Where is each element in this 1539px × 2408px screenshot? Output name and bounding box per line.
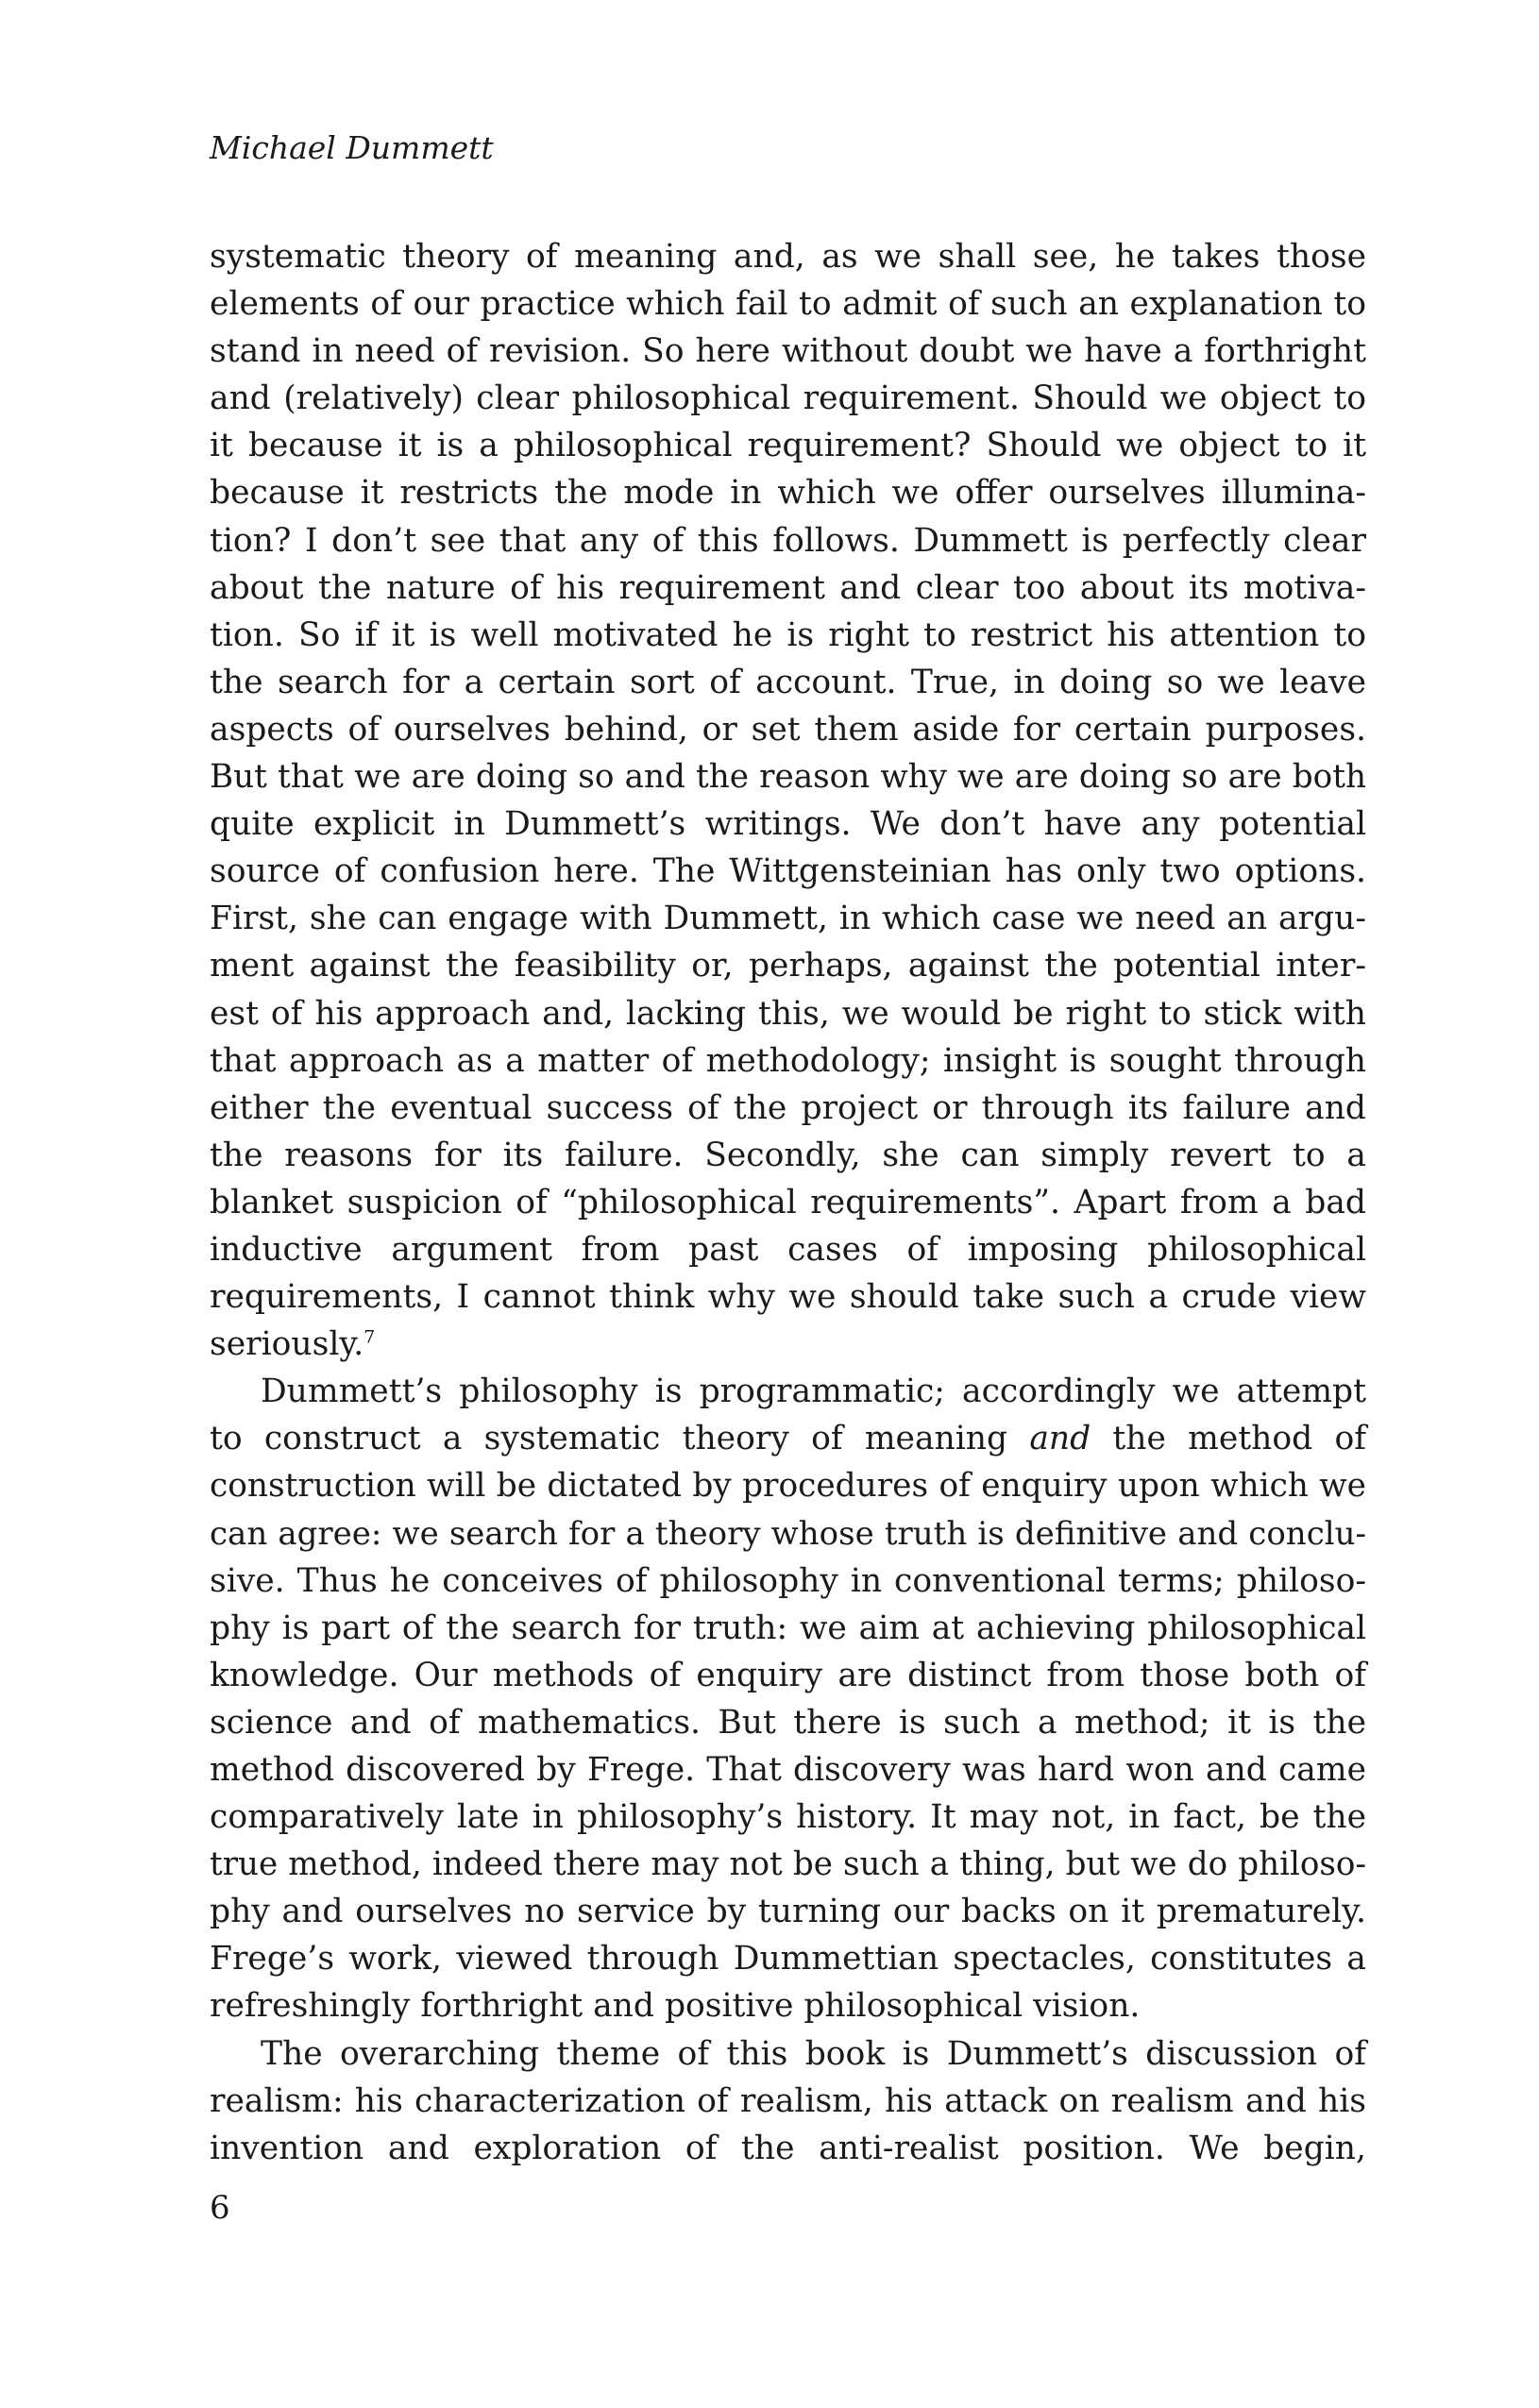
text-line: est of his approach and, lacking this, we would be right to stick with [210, 994, 1366, 1033]
page-number: 6 [210, 2189, 230, 2227]
body-text [210, 233, 1366, 2172]
text-line: true method, indeed there may not be such a thing, but we do philoso- [210, 1845, 1366, 1884]
text-fragment: to construct a systematic theory of meaning [210, 1420, 1030, 1458]
footnote-reference[interactable]: 7 [364, 1326, 376, 1348]
text-line: method discovered by Frege. That discovery was hard won and came [210, 1751, 1366, 1789]
text-line: systematic theory of meaning and, as we shall see, he takes those [210, 238, 1366, 276]
text-line: blanket suspicion of “philosophical requirements”. Apart from a bad [210, 1183, 1366, 1221]
text-line: science and of mathematics. But there is such a method; it is the [210, 1703, 1366, 1742]
text-line: refreshingly forthright and positive philosophical vision. [210, 1987, 1141, 2026]
text-line: it because it is a philosophical requirement? Should we object to it [210, 427, 1366, 465]
text-line: elements of our practice which fail to admit of such an explanation to [210, 285, 1366, 324]
emphasis: and [1029, 1420, 1091, 1458]
text-fragment: seriously. [210, 1325, 364, 1364]
text-line: requirements, I cannot think why we should take such a crude view [210, 1278, 1366, 1317]
text-line: ment against the feasibility or, perhaps, against the potential inter- [210, 947, 1366, 985]
text-line: and (relatively) clear philosophical requirement. Should we object to [210, 379, 1366, 418]
text-line: knowledge. Our methods of enquiry are distinct from those both of [210, 1656, 1366, 1694]
running-head: Michael Dummett [210, 129, 494, 166]
text-line: The overarching theme of this book is Dummett’s discussion of [261, 2034, 1366, 2073]
text-line: can agree: we search for a theory whose truth is definitive and conclu- [210, 1514, 1366, 1553]
text-line: because it restricts the mode in which we offer ourselves illumina- [210, 474, 1366, 513]
text-line: stand in need of revision. So here without doubt we have a forthright [210, 332, 1366, 371]
text-line: about the nature of his requirement and clear too about its motiva- [210, 568, 1366, 607]
text-line: invention and exploration of the anti-realist position. We begin, [210, 2129, 1366, 2167]
text-line: Frege’s work, viewed through Dummettian spectacles, constitutes a [210, 1940, 1366, 1979]
text-line: quite explicit in Dummett’s writings. We don’t have any potential [210, 805, 1366, 844]
text-line: source of confusion here. The Wittgensteinian has only two options. [210, 852, 1366, 891]
text-line: tion? I don’t see that any of this follows. Dummett is perfectly clear [210, 521, 1366, 560]
text-line: First, she can engage with Dummett, in which case we need an argu- [210, 900, 1366, 938]
text-line: that approach as a matter of methodology; insight is sought through [210, 1041, 1366, 1080]
text-fragment: the method of [1091, 1420, 1367, 1458]
text-line [210, 1321, 1366, 1368]
text-line: the reasons for its failure. Secondly, she can simply revert to a [210, 1136, 1366, 1174]
text-line: But that we are doing so and the reason why we are doing so are both [210, 758, 1366, 797]
text-line: sive. Thus he conceives of philosophy in conventional terms; philoso- [210, 1561, 1366, 1600]
text-line: phy and ourselves no service by turning our backs on it prematurely. [210, 1893, 1366, 1931]
text-line [210, 1415, 1366, 1462]
text-line: phy is part of the search for truth: we aim at achieving philosophical [210, 1608, 1366, 1647]
text-line: construction will be dictated by procedures of enquiry upon which we [210, 1467, 1366, 1506]
text-line: comparatively late in philosophy’s history. It may not, in fact, be the [210, 1798, 1366, 1837]
text-line: either the eventual success of the project or through its failure and [210, 1088, 1366, 1127]
text-line: realism: his characterization of realism, his attack on realism and his [210, 2081, 1366, 2120]
text-line: Dummett’s philosophy is programmatic; accordingly we attempt [261, 1372, 1366, 1411]
text-line: the search for a certain sort of account. True, in doing so we leave [210, 663, 1366, 701]
text-line: tion. So if it is well motivated he is right to restrict his attention to [210, 615, 1366, 654]
text-line: aspects of ourselves behind, or set them aside for certain purposes. [210, 710, 1366, 749]
text-line: inductive argument from past cases of imposing philosophical [210, 1230, 1366, 1269]
